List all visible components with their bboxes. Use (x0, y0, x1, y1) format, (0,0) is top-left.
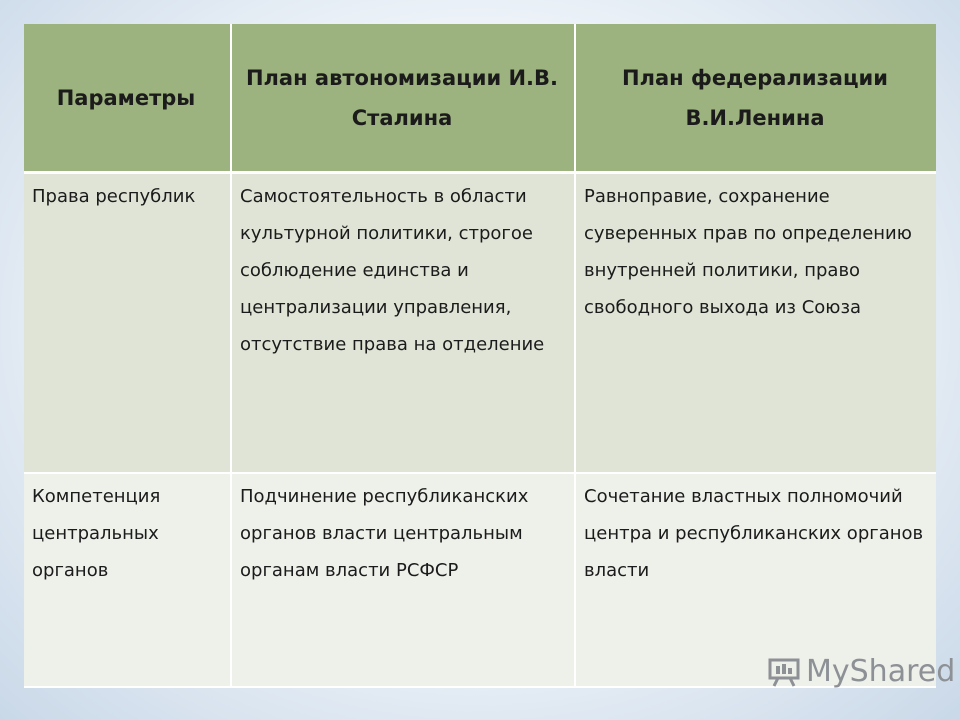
header-stalin-plan (232, 24, 576, 174)
presentation-board-icon (768, 657, 800, 687)
header-lenin-plan (576, 24, 936, 174)
row-competence-stalin: Подчинение республиканских органов власти центральным органам власти РСФСР (232, 474, 576, 688)
row-rights-stalin: Самостоятельность в области культурной политики, строгое соблюдение единства и централизации управления, отсутствие права на отделение (232, 174, 576, 474)
header-lenin-plan-label: План федерализации В.И.Ленина (622, 65, 888, 130)
header-parameters (24, 24, 232, 174)
row-competence-lenin: Сочетание властных полномочий центра и республиканских органов власти (576, 474, 936, 688)
header-stalin-plan-label: План автономизации И.В. Сталина (245, 65, 559, 130)
comparison-table (24, 24, 936, 688)
watermark-text: MyShared (806, 654, 956, 689)
header-parameters-label: Параметры (56, 85, 196, 110)
row-rights-lenin: Равноправие, сохранение суверенных прав по определению внутренней политики, право свободного выхода из Союза (576, 174, 936, 474)
watermark (768, 654, 955, 689)
row-rights-parameter: Права республик (24, 174, 232, 474)
row-competence-parameter: Компетенция центральных органов (24, 474, 232, 688)
